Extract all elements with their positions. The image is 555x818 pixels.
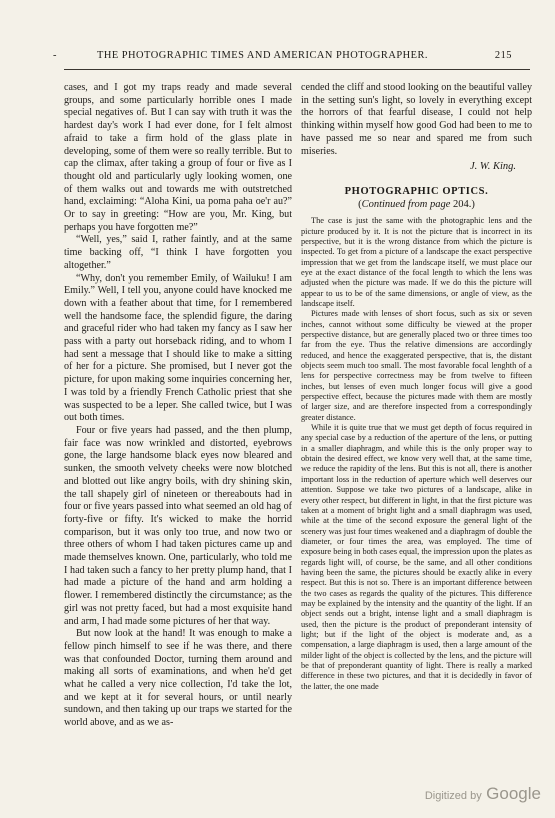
paragraph: The case is just the same with the photographic lens and the picture produced by it. It is not the picture that is incorrect in its perspective, but it is the wrong distance from which the picture is inspected. To get from a picture of a landscape the exact perspective impression that we get from the landscape itself, we must place our eye at the exact distance of the focal length to which the lens was adjusted when the picture was made. If we do this the picture will appear to us to be of the same dimensions, or angle of view, as the landscape itself. bbox=[301, 216, 532, 308]
subtitle-italic: Continued from page bbox=[361, 199, 451, 211]
paragraph: While it is quite true that we must get depth of focus required in any special case by a reduction of the aperture of the lens, or putting in a smaller diaphragm, and while this is the only proper way to obtain the desired effect, we know very well that, at the same time, we reduce the rapidity of the lens. But this is not all, there is another important loss in the reduction of aperture which well deserves our attention. Suppose we take two pictures of a landscape, alike in every other respect, but different in light, in that the first picture was taken at a moment of bright light and a small diaphragm was used, while at the time of the second exposure the general light of the scenery was just four times weakened and a diaphragm of double the diameter, or four times the area, was employed. The time of exposure being in both cases equal, the impression upon the plates as regards light will, of course, be the same, and all other conditions having been the same, the pictures should be exactly alike in every respect. But this is not so. There is an important difference between the two cases as regards the quality of the pictures. This difference may be explained by the intensity and the quantity of the light. If an object sends out a bright, intense light and a small diaphragm is used, then the picture is the product of preponderant intensity of light; but if the light of the object is moderate and, as a compensation, a large diaphragm is used, then a large amount of the milder light of the object is collected by the lens, and the picture will be that of preponderant quantity of light. There is really a marked difference in these two pictures, and that it is decidedly in favor of the latter, the one made bbox=[301, 423, 532, 691]
paragraph: “Well, yes,” said I, rather faintly, and at the same time backing off, “I think I have forgotten you altogether.” bbox=[64, 234, 292, 271]
google-logo: Google bbox=[486, 784, 541, 803]
paragraph: “Why, don't you remember Emily, of Wailuku! I am Emily.” Well, I tell you, anyone could have knocked me down with a feather about that time, for I remembered well the handsome face, the splendid figure, the daring and graceful rider who had taken my fancy as I saw her pass with a party out horseback riding, and to whom I had sent a message that I should like to make a sitting of her for a picture. She promised, but I never got the picture, for upon making some inquiries concerning her, I was told by a friendly French Catholic priest that she was suspected to be a leper. She called twice, but I was out both times. bbox=[64, 272, 292, 424]
paragraph: cases, and I got my traps ready and made several groups, and some particularly horrible ones I made special negatives of. But I can say with truth it was the hardest day's work I had ever done, for I felt almost afraid to take a firm hold of the glass plate in developing, some of them were so really terrible. But to cap the climax, after taking a group of four or five as I thought old and particularly ugly looking women, one of them walks out and towards me with outstretched hand, exclaiming: “Aloha Kini, ua poma paha oe'r au?” Or to say in greeting: “How are you, Mr. King, but perhaps you have forgotten me?” bbox=[64, 82, 292, 233]
right-column bbox=[301, 82, 532, 692]
article-subtitle bbox=[301, 199, 532, 210]
paragraph: Pictures made with lenses of short focus, such as six or seven inches, cannot without some difficulty be viewed at the proper perspective distance, but are generally placed two or three times too far from the eye. Thus the relative dimensions are accordingly reduced, and hence the exaggerated perspective, that is, the distant objects seem much too small. The most favorable focal lenghth of a lens for perspective correctness may be from twelve to fifteen inches, but lenses of even much longer focus will give a good perspective effect, because the pictures made with them are mostly of larger size, and are therefore inspected from a correspondingly greater distance. bbox=[301, 309, 532, 422]
subtitle-open: ( bbox=[358, 199, 362, 211]
page-number: 215 bbox=[494, 50, 512, 61]
left-column bbox=[64, 82, 292, 730]
article-title: PHOTOGRAPHIC OPTICS. bbox=[344, 186, 489, 198]
continued-paragraph: cended the cliff and stood looking on the beautiful valley in the setting sun's light, so lovely in everything except the horrors of that fearful disease, I could not help thinking within myself how good God had been to me to have passed me so near and spared me from such miseries. bbox=[301, 82, 532, 157]
header-rule bbox=[64, 69, 530, 70]
watermark-prefix: Digitized by bbox=[424, 790, 482, 802]
paragraph: Four or five years had passed, and the then plump, fair face was now wrinkled and distorted, eyebrows gone, the large handsome black eyes now bleared and sunken, the smooth velvety cheeks were now blotched and blotted out like angry boils, with dry shining skin, the tall shapely girl of nineteen or thereabouts had in four or five years passed into what seemed an old hag of forty-five or fifty. It's wicked to make the horrid comparison, but it was only too true, and now two or three others of whom I had taken pictures came up and made themselves known. One, particularly, who told me I had taken such a fancy to her pretty plump hand, that I had made a picture of the hand and arm holding a flower. I remembered distinctly the circumstance; as the girl was not pretty faced, but had a most exquisite hand and arm, I had made some pictures of her that way. bbox=[64, 424, 292, 627]
article-body bbox=[301, 216, 532, 692]
author-signature: J. W. King. bbox=[470, 161, 516, 173]
digitized-watermark bbox=[425, 784, 541, 804]
header-dash: - bbox=[53, 50, 57, 61]
running-header bbox=[53, 50, 512, 64]
running-title: THE PHOTOGRAPHIC TIMES AND AMERICAN PHOTOGRAPHER. bbox=[96, 50, 429, 61]
paragraph: But now look at the hand! It was enough to make a fellow pinch himself to see if he was there, and there was that confounded Doctor, turning them around and making all sorts of examinations, and when he'd get what he called a very nice collection, I'd take the lot, and we kept at it for several hours, or until nearly sundown, and then taking up our traps we started for the world above, and as we as- bbox=[64, 628, 292, 729]
subtitle-page: 204.) bbox=[450, 199, 475, 211]
